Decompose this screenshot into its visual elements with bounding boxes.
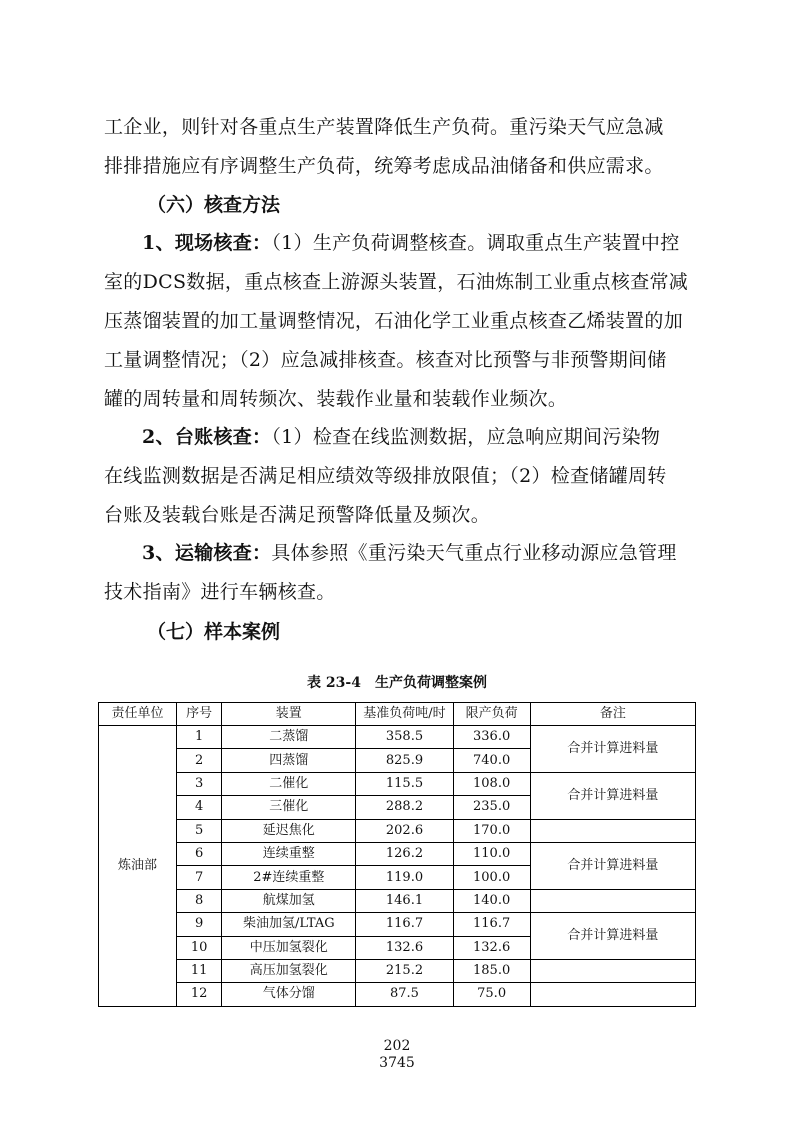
cell-note-empty (530, 889, 695, 912)
text-line: 排排措施应有序调整生产负荷，统筹考虑成品油储备和供应需求。 (104, 155, 664, 177)
text-line: （1）生产负荷调整核查。调取重点生产装置中控 (271, 232, 680, 254)
cell-seq: 4 (177, 796, 222, 819)
cell-note-empty (530, 983, 695, 1006)
cell-device: 2#连续重整 (222, 866, 356, 889)
cell-base: 115.5 (356, 772, 453, 795)
cell-note: 合并计算进料量 (530, 842, 695, 889)
cell-device: 连续重整 (222, 842, 356, 865)
cell-limit: 110.0 (453, 842, 530, 865)
cell-base: 126.2 (356, 842, 453, 865)
cell-device: 中压加氢裂化 (222, 936, 356, 959)
cell-base: 215.2 (356, 959, 453, 982)
paragraph-intro (104, 108, 694, 186)
text-line: （1）检查在线监测数据，应急响应期间污染物 (271, 426, 661, 448)
production-load-table (98, 702, 696, 1007)
table-header-row (99, 703, 696, 726)
cell-limit: 140.0 (453, 889, 530, 912)
subsection-lead: 2、台账核查： (142, 426, 272, 448)
header-unit: 责任单位 (99, 703, 177, 726)
cell-limit: 235.0 (453, 796, 530, 819)
paragraph-onsite-check (104, 224, 694, 419)
cell-limit: 100.0 (453, 866, 530, 889)
cell-note: 合并计算进料量 (530, 913, 695, 960)
cell-limit: 336.0 (453, 726, 530, 749)
cell-base: 119.0 (356, 866, 453, 889)
cell-base: 288.2 (356, 796, 453, 819)
cell-note-empty (530, 819, 695, 842)
cell-note: 合并计算进料量 (530, 726, 695, 773)
subsection-lead: 3、运输核查： (142, 542, 272, 564)
cell-limit: 740.0 (453, 749, 530, 772)
cell-device: 气体分馏 (222, 983, 356, 1006)
cell-seq: 5 (177, 819, 222, 842)
cell-limit: 108.0 (453, 772, 530, 795)
cell-base: 146.1 (356, 889, 453, 912)
cell-seq: 12 (177, 983, 222, 1006)
cell-seq: 6 (177, 842, 222, 865)
cell-seq: 10 (177, 936, 222, 959)
table-row (99, 819, 696, 842)
cell-limit: 116.7 (453, 913, 530, 936)
table-row (99, 842, 696, 865)
cell-base: 202.6 (356, 819, 453, 842)
cell-limit: 185.0 (453, 959, 530, 982)
paragraph-ledger-check (104, 418, 694, 535)
cell-device: 四蒸馏 (222, 749, 356, 772)
cell-note-empty (530, 959, 695, 982)
cell-base: 358.5 (356, 726, 453, 749)
cell-limit: 132.6 (453, 936, 530, 959)
cell-base: 116.7 (356, 913, 453, 936)
table-row (99, 983, 696, 1006)
header-device: 装置 (222, 703, 356, 726)
cell-seq: 3 (177, 772, 222, 795)
cell-device: 二蒸馏 (222, 726, 356, 749)
text-line: 室的DCS数据，重点核查上游源头装置，石油炼制工业重点核查常减 (104, 271, 689, 293)
table-row (99, 726, 696, 749)
text-line: 具体参照《重污染天气重点行业移动源应急管理 (271, 542, 677, 564)
cell-seq: 2 (177, 749, 222, 772)
text-line: 技术指南》进行车辆核查。 (104, 581, 336, 603)
cell-base: 87.5 (356, 983, 453, 1006)
cell-base: 825.9 (356, 749, 453, 772)
cell-seq: 7 (177, 866, 222, 889)
cell-note: 合并计算进料量 (530, 772, 695, 819)
cell-device: 延迟焦化 (222, 819, 356, 842)
cell-seq: 8 (177, 889, 222, 912)
text-line: 台账及装载台账是否满足预警降低量及频次。 (104, 504, 491, 526)
header-base-load: 基准负荷吨/时 (356, 703, 453, 726)
table-caption: 表 23-4 生产负荷调整案例 (307, 675, 487, 691)
cell-device: 柴油加氢/LTAG (222, 913, 356, 936)
cell-base: 132.6 (356, 936, 453, 959)
cell-seq: 1 (177, 726, 222, 749)
subsection-lead: 1、现场核查： (142, 232, 272, 254)
cell-limit: 75.0 (453, 983, 530, 1006)
cell-limit: 170.0 (453, 819, 530, 842)
paragraph-transport-check (104, 534, 694, 612)
text-line: 工企业，则针对各重点生产装置降低生产负荷。重污染天气应急减 (104, 116, 664, 138)
cell-seq: 9 (177, 913, 222, 936)
table-row (99, 889, 696, 912)
text-line: 压蒸馏装置的加工量调整情况，石油化学工业重点核查乙烯装置的加 (104, 310, 684, 332)
section-heading-7: （七）样本案例 (147, 621, 281, 643)
text-line: 在线监测数据是否满足相应绩效等级排放限值；（2）检查储罐周转 (104, 465, 667, 487)
cell-device: 三催化 (222, 796, 356, 819)
text-line: 罐的周转量和周转频次、装载作业量和装载作业频次。 (104, 388, 568, 410)
header-note: 备注 (530, 703, 695, 726)
cell-device: 高压加氢裂化 (222, 959, 356, 982)
table-row (99, 913, 696, 936)
table-row (99, 772, 696, 795)
total-page-number: 3745 (379, 1055, 415, 1071)
cell-seq: 11 (177, 959, 222, 982)
header-limit-load: 限产负荷 (453, 703, 530, 726)
text-line: 工量调整情况；（2）应急减排核查。核查对比预警与非预警期间储 (104, 349, 667, 371)
section-heading-6: （六）核查方法 (147, 194, 281, 216)
table-row (99, 959, 696, 982)
cell-device: 二催化 (222, 772, 356, 795)
cell-device: 航煤加氢 (222, 889, 356, 912)
cell-unit: 炼油部 (99, 726, 177, 1007)
page-number: 202 (383, 1038, 411, 1054)
header-seq: 序号 (177, 703, 222, 726)
